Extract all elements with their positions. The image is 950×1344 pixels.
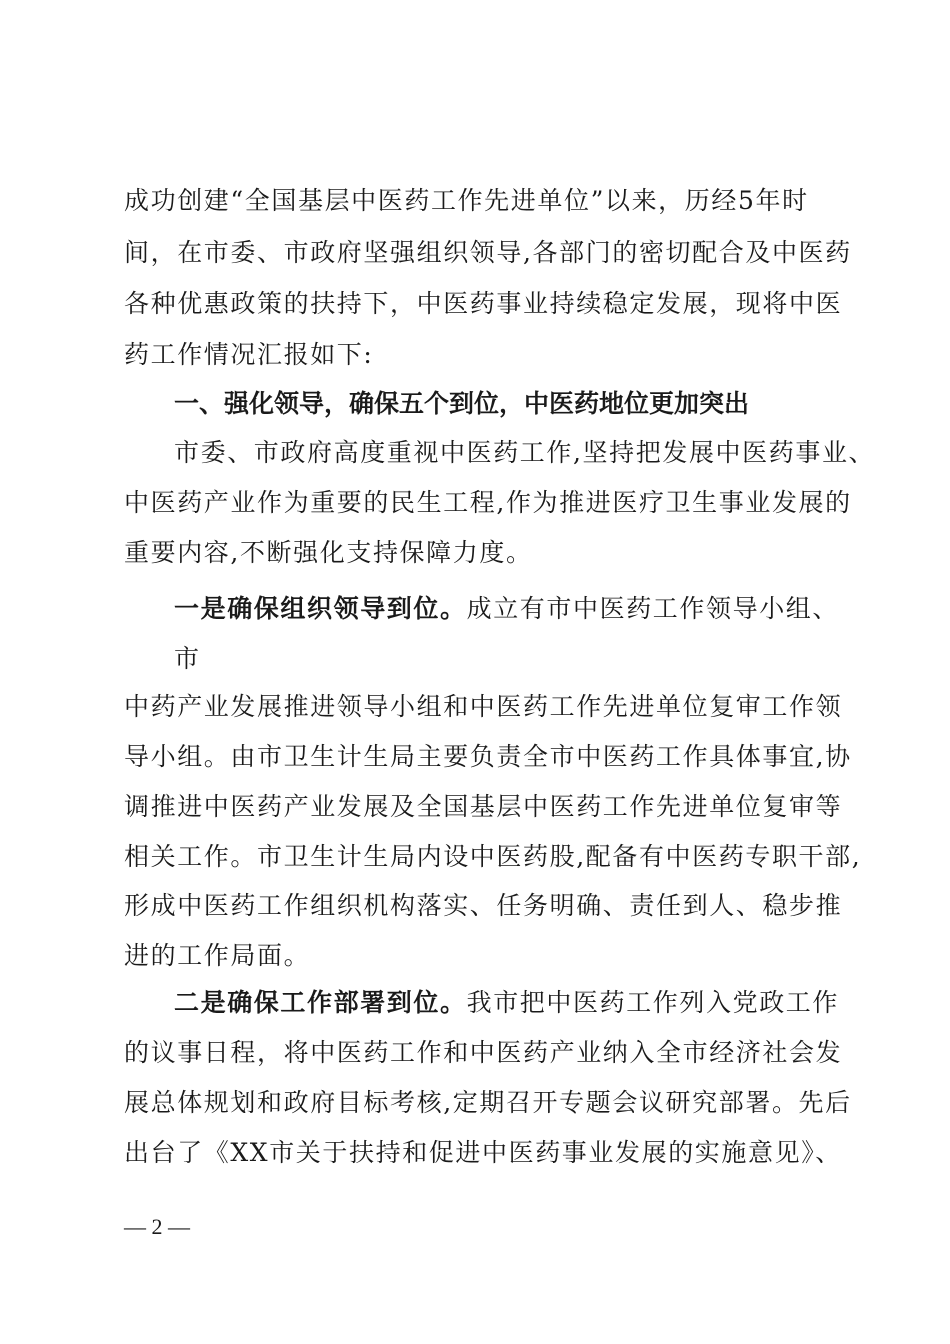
paragraph-lead: 一是确保组织领导到位。 (174, 594, 467, 623)
paragraph-line: 中药产业发展推进领导小组和中医药工作先进单位复审工作领 (124, 692, 843, 721)
paragraph-line: 形成中医药工作组织机构落实、任务明确、责任到人、稳步推 (124, 891, 843, 920)
paragraph-line: 的议事日程，将中医药工作和中医药产业纳入全市经济社会发 (124, 1038, 843, 1067)
paragraph-line: 市 (174, 644, 201, 673)
paragraph-first-line (174, 594, 854, 624)
paragraph-first-line (174, 988, 854, 1018)
paragraph-line: 各种优惠政策的扶持下，中医药事业持续稳定发展，现将中医 (124, 289, 843, 318)
paragraph-line: 市委、市政府高度重视中医药工作,坚持把发展中医药事业、 (174, 438, 876, 467)
paragraph-line: 重要内容,不断强化支持保障力度。 (124, 538, 533, 567)
paragraph-line: 间，在市委、市政府坚强组织领导,各部门的密切配合及中医药 (124, 238, 852, 267)
section-heading: 一、强化领导，确保五个到位，中医药地位更加突出 (174, 389, 750, 418)
paragraph-line: 导小组。由市卫生计生局主要负责全市中医药工作具体事宜,协 (124, 742, 852, 771)
paragraph-line: 成功创建“全国基层中医药工作先进单位”以来，历经5年时 (124, 186, 809, 215)
paragraph-line: 调推进中医药产业发展及全国基层中医药工作先进单位复审等 (124, 792, 843, 821)
paragraph-lead: 二是确保工作部署到位。 (174, 988, 467, 1017)
paragraph-line: 药工作情况汇报如下: (124, 340, 374, 369)
paragraph-line: 中医药产业作为重要的民生工程,作为推进医疗卫生事业发展的 (124, 488, 852, 517)
paragraph-line: 进的工作局面。 (124, 941, 311, 970)
paragraph-text: 我市把中医药工作列入党政工作 (466, 988, 840, 1017)
paragraph-line: 展总体规划和政府目标考核,定期召开专题会议研究部署。先后 (124, 1088, 852, 1117)
paragraph-line: 相关工作。市卫生计生局内设中医药股,配备有中医药专职干部, (124, 842, 862, 871)
paragraph-line: 出台了《XX市关于扶持和促进中医药事业发展的实施意见》、 (124, 1138, 842, 1167)
paragraph-text: 成立有市中医药工作领导小组、 (466, 594, 840, 623)
page-number: — 2 — (124, 1214, 190, 1239)
